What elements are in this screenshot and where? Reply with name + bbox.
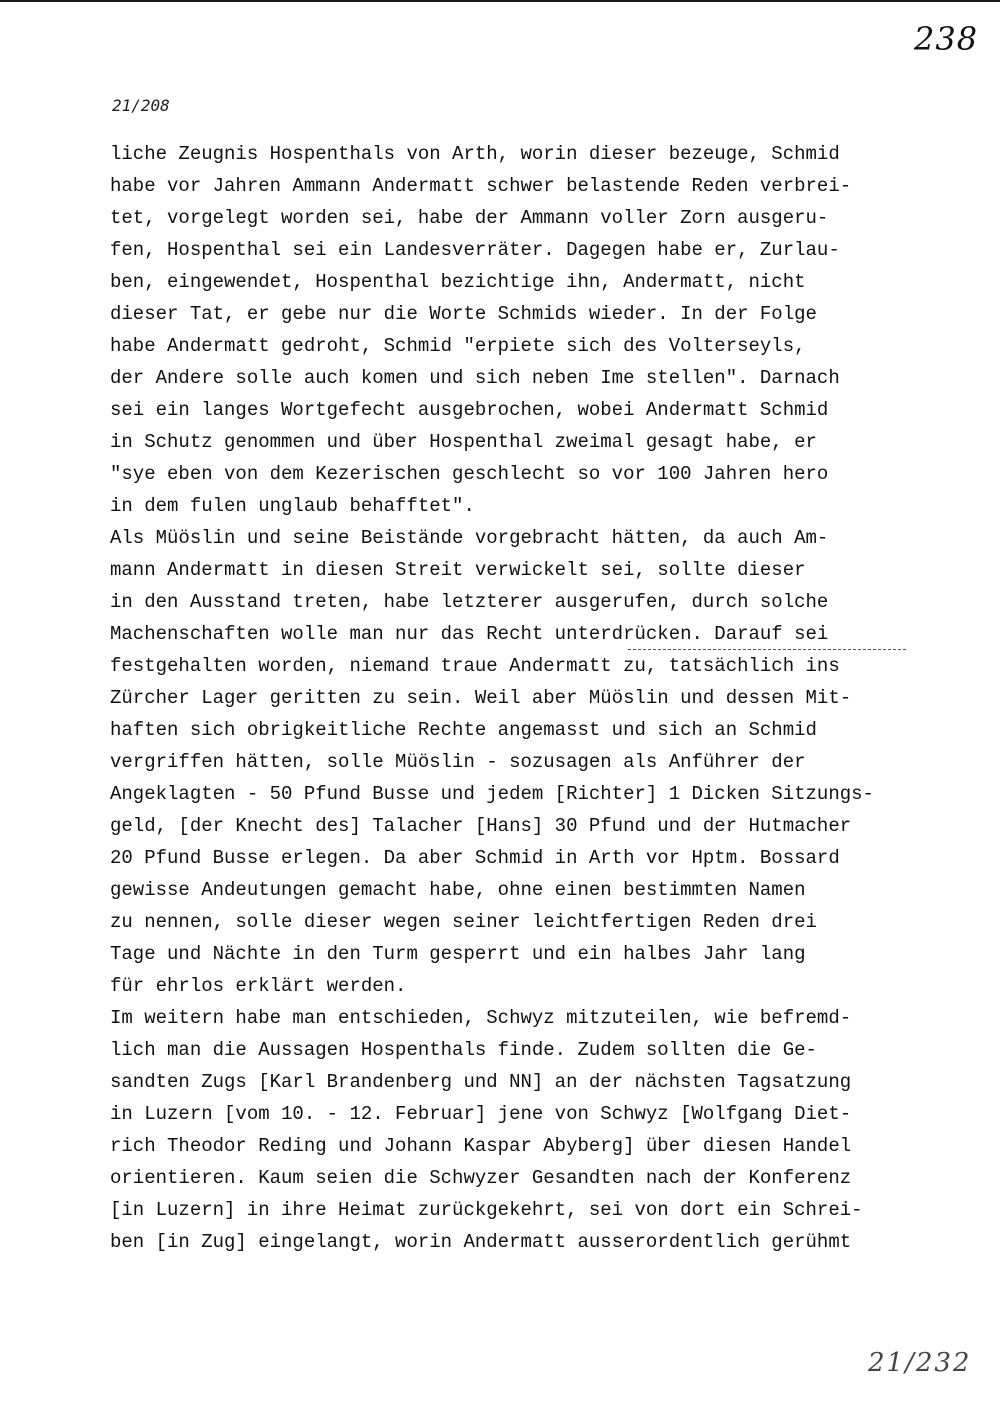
text-line: Machenschaften wolle man nur das Recht unterdrücken. Darauf sei <box>110 623 829 645</box>
text-line: in dem fulen unglaub behafftet". <box>110 495 475 517</box>
text-line: habe Andermatt gedroht, Schmid "erpiete sich des Volterseyls, <box>110 335 806 357</box>
text-line: habe vor Jahren Ammann Andermatt schwer belastende Reden verbrei- <box>110 175 852 197</box>
text-line: haften sich obrigkeitliche Rechte angemasst und sich an Schmid <box>110 719 817 741</box>
text-line: Tage und Nächte in den Turm gesperrt und ein halbes Jahr lang <box>110 943 806 965</box>
text-line: für ehrlos erklärt werden. <box>110 975 407 997</box>
text-line: fen, Hospenthal sei ein Landesverräter. Dagegen habe er, Zurlau- <box>110 239 840 261</box>
handwritten-page-number: 238 <box>914 20 979 58</box>
text-line: orientieren. Kaum seien die Schwyzer Gesandten nach der Konferenz <box>110 1167 852 1189</box>
text-line: ben, eingewendet, Hospenthal bezichtige ihn, Andermatt, nicht <box>110 271 806 293</box>
text-line: in Schutz genommen und über Hospenthal zweimal gesagt habe, er <box>110 431 817 453</box>
text-line: 20 Pfund Busse erlegen. Da aber Schmid in Arth vor Hptm. Bossard <box>110 847 840 869</box>
text-line: festgehalten worden, niemand traue Andermatt zu, tatsächlich ins <box>110 655 840 677</box>
insertion-mark <box>628 649 906 650</box>
text-line: in Luzern [vom 10. - 12. Februar] jene von Schwyz [Wolfgang Diet- <box>110 1103 852 1125</box>
text-line: Angeklagten - 50 Pfund Busse und jedem [Richter] 1 Dicken Sitzungs- <box>110 783 874 805</box>
text-line: ben [in Zug] eingelangt, worin Andermatt ausserordentlich gerühmt <box>110 1231 852 1253</box>
text-line: zu nennen, solle dieser wegen seiner leichtfertigen Reden drei <box>110 911 817 933</box>
text-line: vergriffen hätten, solle Müöslin - sozusagen als Anführer der <box>110 751 806 773</box>
folio-reference: 21/208 <box>112 96 170 115</box>
text-line: Zürcher Lager geritten zu sein. Weil aber Müöslin und dessen Mit- <box>110 687 852 709</box>
text-line: der Andere solle auch komen und sich neben Ime stellen". Darnach <box>110 367 840 389</box>
text-line: sandten Zugs [Karl Brandenberg und NN] an der nächsten Tagsatzung <box>110 1071 852 1093</box>
text-line: in den Ausstand treten, habe letzterer ausgerufen, durch solche <box>110 591 829 613</box>
text-line: rich Theodor Reding und Johann Kaspar Abyberg] über diesen Handel <box>110 1135 852 1157</box>
text-line: gewisse Andeutungen gemacht habe, ohne einen bestimmten Namen <box>110 879 806 901</box>
text-line: dieser Tat, er gebe nur die Worte Schmids wieder. In der Folge <box>110 303 817 325</box>
text-line: sei ein langes Wortgefecht ausgebrochen, wobei Andermatt Schmid <box>110 399 829 421</box>
text-line: mann Andermatt in diesen Streit verwickelt sei, sollte dieser <box>110 559 806 581</box>
text-line: lich man die Aussagen Hospenthals finde. Zudem sollten die Ge- <box>110 1039 817 1061</box>
text-line: geld, [der Knecht des] Talacher [Hans] 30 Pfund und der Hutmacher <box>110 815 852 837</box>
top-border-rule <box>0 0 1000 2</box>
handwritten-archive-number: 21/232 <box>868 1348 972 1378</box>
text-line: "sye eben von dem Kezerischen geschlecht so vor 100 Jahren hero <box>110 463 829 485</box>
body-text <box>110 138 980 1258</box>
text-line: tet, vorgelegt worden sei, habe der Ammann voller Zorn ausgeru- <box>110 207 829 229</box>
text-line: liche Zeugnis Hospenthals von Arth, worin dieser bezeuge, Schmid <box>110 143 840 165</box>
text-line: Als Müöslin und seine Beistände vorgebracht hätten, da auch Am- <box>110 527 829 549</box>
text-line: Im weitern habe man entschieden, Schwyz mitzuteilen, wie befremd- <box>110 1007 852 1029</box>
text-line: [in Luzern] in ihre Heimat zurückgekehrt, sei von dort ein Schrei- <box>110 1199 863 1221</box>
